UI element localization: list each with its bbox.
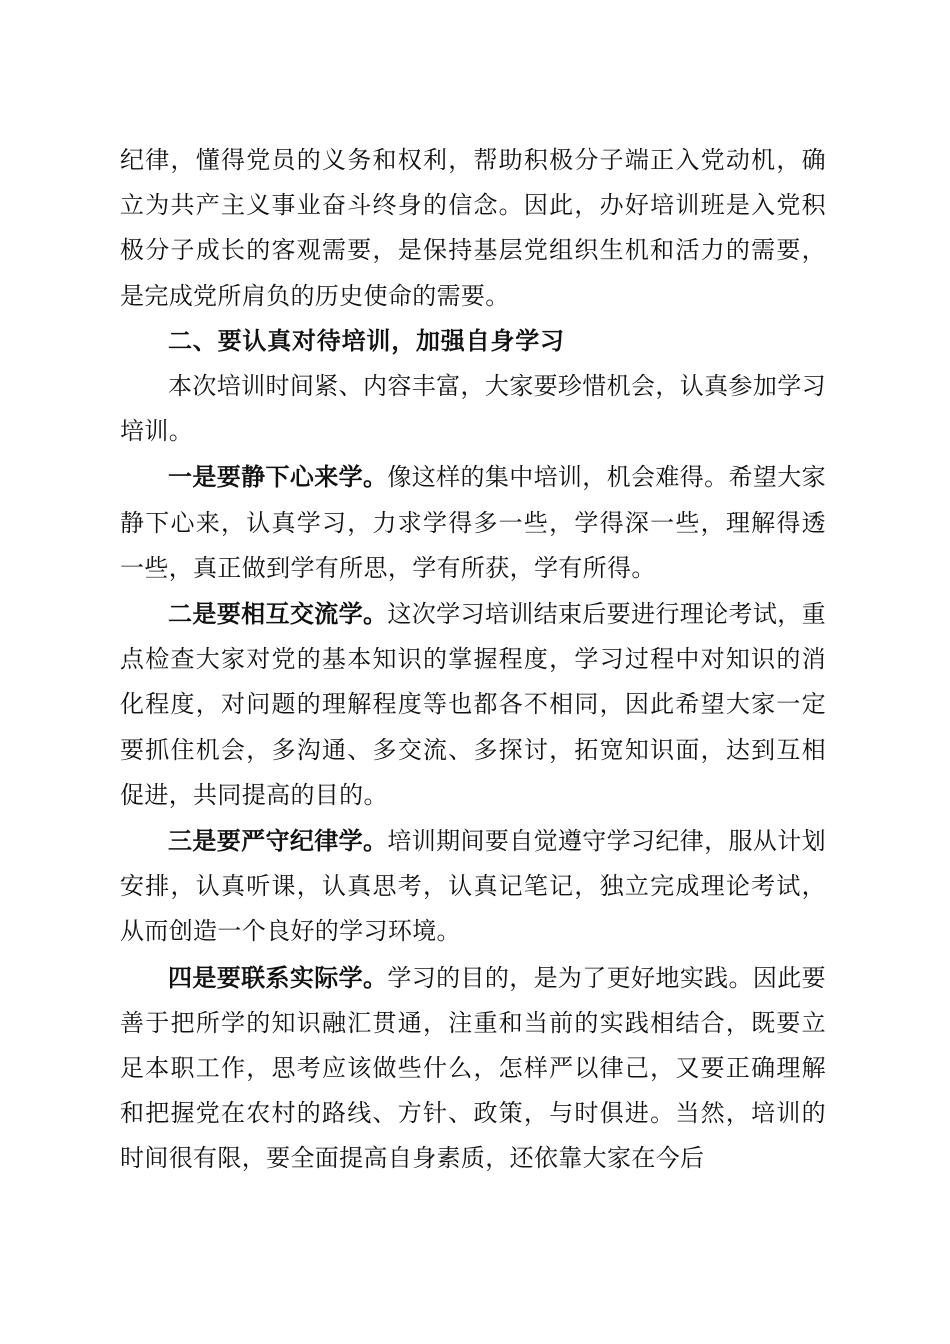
- paragraph-text: 像这样的集中培训，机会难得。希望大家静下心来，认真学习，力求学得多一些，学得深一些，理解得透一些，真正做到学有所思，学有所获，学有所得。: [120, 463, 826, 582]
- paragraph-intro: [120, 364, 826, 454]
- point-lead: 一是要静下心来学。: [168, 462, 388, 492]
- paragraph-text: 本次培训时间紧、内容丰富，大家要珍惜机会，认真参加学习培训。: [120, 372, 826, 446]
- paragraph-text: 这次学习培训结束后要进行理论考试，重点检查大家对党的基本知识的掌握程度，学习过程中对知识的消化程度，对问题的理解程度等也都各不相同，因此希望大家一定要抓住机会，多沟通、多交流、多探讨，拓宽知识面，达到互相促进，共同提高的目的。: [120, 600, 826, 809]
- paragraph-point-2: [120, 591, 826, 818]
- paragraph-text: 纪律，懂得党员的义务和权利，帮助积极分子端正入党动机，确立为共产主义事业奋斗终身的信念。因此，办好培训班是入党积极分子成长的客观需要，是保持基层党组织生机和活力的需要，是完成党所肩负的历史使命的需要。: [120, 146, 826, 310]
- paragraph-text: 学习的目的，是为了更好地实践。因此要善于把所学的知识融汇贯通，注重和当前的实践相结合，既要立足本职工作，思考应该做些什么，怎样严以律己，又要正确理解和把握党在农村的路线、方针、政策，与时俱进。当然，培训的时间很有限，要全面提高自身素质，还依靠大家在今后: [120, 963, 826, 1173]
- paragraph-text: 培训期间要自觉遵守学习纪律，服从计划安排，认真听课，认真思考，认真记笔记，独立完成理论考试，从而创造一个良好的学习环境。: [120, 827, 826, 946]
- document-body: [120, 138, 826, 1182]
- section-heading: [120, 319, 826, 364]
- paragraph-point-3: [120, 818, 826, 955]
- point-lead: 四是要联系实际学。: [168, 962, 388, 992]
- point-lead: 二是要相互交流学。: [168, 599, 388, 629]
- section-heading-text: 二、要认真对待培训，加强自身学习: [168, 326, 565, 355]
- point-lead: 三是要严守纪律学。: [168, 826, 388, 856]
- paragraph-point-4: [120, 955, 826, 1182]
- paragraph-point-1: [120, 454, 826, 591]
- paragraph-continuation: [120, 138, 826, 319]
